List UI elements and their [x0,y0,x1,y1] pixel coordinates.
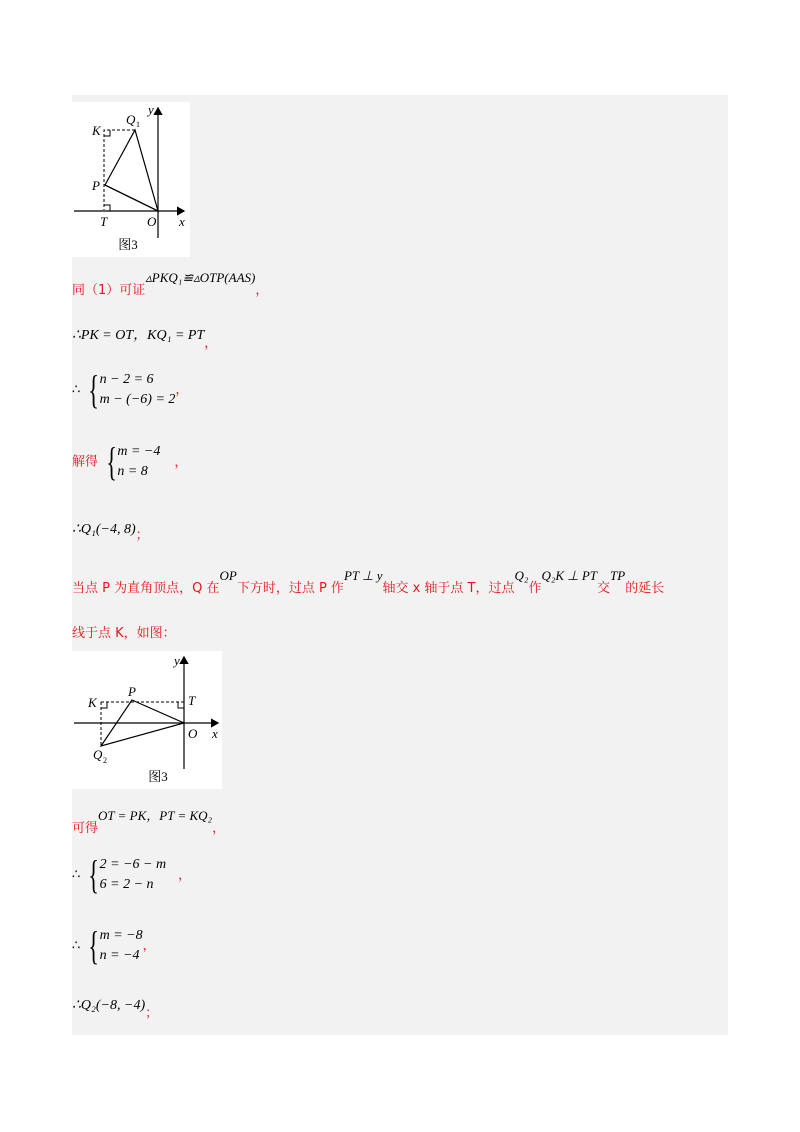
label-p: P [128,684,136,699]
system-1-row-1: n − 2 = 6 [99,372,154,387]
solution-sheet [72,95,728,1035]
line-8-punct: ， [142,938,156,954]
para-pt-perp-y: PT ⊥ y [343,568,383,583]
right-angle-k [101,702,107,708]
para-part-3: 轴交 x 轴于点 T，过点 [382,581,515,596]
system-2 [102,439,161,484]
label-k: K [88,695,97,710]
therefore-symbol: ∴ [72,382,81,398]
line-6-punct: ， [212,821,226,836]
system-3-row-1: 2 = −6 − m [99,857,167,872]
line-5 [72,518,149,543]
label-q1: Q [126,112,136,127]
line-5-punct: ； [135,528,149,543]
label-q2-sub: 2 [103,756,107,765]
para-part-5: 交 [597,581,611,596]
line-7-punct: ， [178,867,192,883]
line-4-prefix: 解得 [72,454,99,470]
right-angle-k [104,130,110,136]
brace-glyph: { [106,439,118,484]
para-line-2-text: 线于点 K，如图： [72,626,176,641]
figure-1-caption: 图3 [118,237,138,252]
line-5-math: ∴Q₁(−4, 8) [72,522,136,537]
line-9-punct: ； [145,1006,159,1021]
para-q2k-perp-pt: Q₂K ⊥ PT [541,568,598,583]
line-9 [72,994,159,1021]
line-3-punct: ， [175,382,189,398]
line-1-text: 同（1）可证 [72,283,146,298]
system-4-row-1: m = −8 [99,928,143,943]
para-op: OP [219,568,237,583]
system-2-row-1: m = −4 [117,444,161,459]
line-2-math: ∴PK = OT，KQ₁ = PT [72,328,205,343]
line-6-math: OT = PK，PT = KQ₂ [98,808,213,823]
para-part-4: 作 [528,581,542,596]
figure-1 [72,102,190,257]
system-3-row-2: 6 = 2 − n [99,877,154,892]
system-1 [84,367,176,412]
system-2-row-2: n = 8 [117,464,148,479]
line-3 [72,367,189,412]
figure-2-diagram [72,651,222,789]
line-1-math: ▵PKQ₁≌▵OTP(AAS) [145,270,256,285]
line-2 [72,324,218,351]
line-1-punct: ， [255,283,269,298]
para-tp: TP [610,568,626,583]
label-p: P [92,178,100,193]
therefore-symbol: ∴ [72,938,81,954]
label-y: y [174,653,180,668]
label-x: x [212,726,218,741]
system-1-row-2: m − (−6) = 2 [99,392,176,407]
label-t: T [188,693,196,708]
label-y: y [148,102,154,117]
brace-glyph: { [88,852,100,897]
line-6-prefix: 可得 [72,821,99,836]
therefore-symbol: ∴ [72,867,81,883]
line-4-punct: ， [174,454,188,470]
para-part-6: 的延长 [625,581,665,596]
label-q1-sub: 1 [136,120,140,129]
line-7 [72,852,192,897]
line-8 [72,923,156,968]
right-angle-t [178,702,184,708]
paragraph-line-2 [72,622,176,641]
para-part-1: 当点 P 为直角顶点，Q 在 [72,581,220,596]
brace-glyph: { [88,367,100,412]
label-o: O [147,214,157,229]
label-t: T [100,214,108,229]
figure-1-diagram [72,102,190,257]
segment-po [105,185,158,211]
triangle-pq1o [105,130,158,211]
system-4-row-2: n = −4 [99,948,140,963]
line-9-math: ∴Q₂(−8, −4) [72,998,146,1013]
brace-glyph: { [88,923,100,968]
para-q2: Q₂ [514,568,529,583]
para-part-2: 下方时，过点 P 作 [236,581,344,596]
line-1 [72,270,269,298]
line-2-punct: ， [204,336,218,351]
line-4 [72,439,188,484]
right-angle-t [104,205,110,211]
figure-2 [72,651,222,789]
paragraph-line-1 [72,568,665,596]
label-x: x [179,214,185,229]
line-6 [72,808,226,836]
figure-2-caption: 图3 [148,769,168,784]
system-3 [84,852,167,897]
label-k: K [92,123,101,138]
label-o: O [188,726,198,741]
system-4 [84,923,143,968]
label-q2: Q [93,747,103,762]
